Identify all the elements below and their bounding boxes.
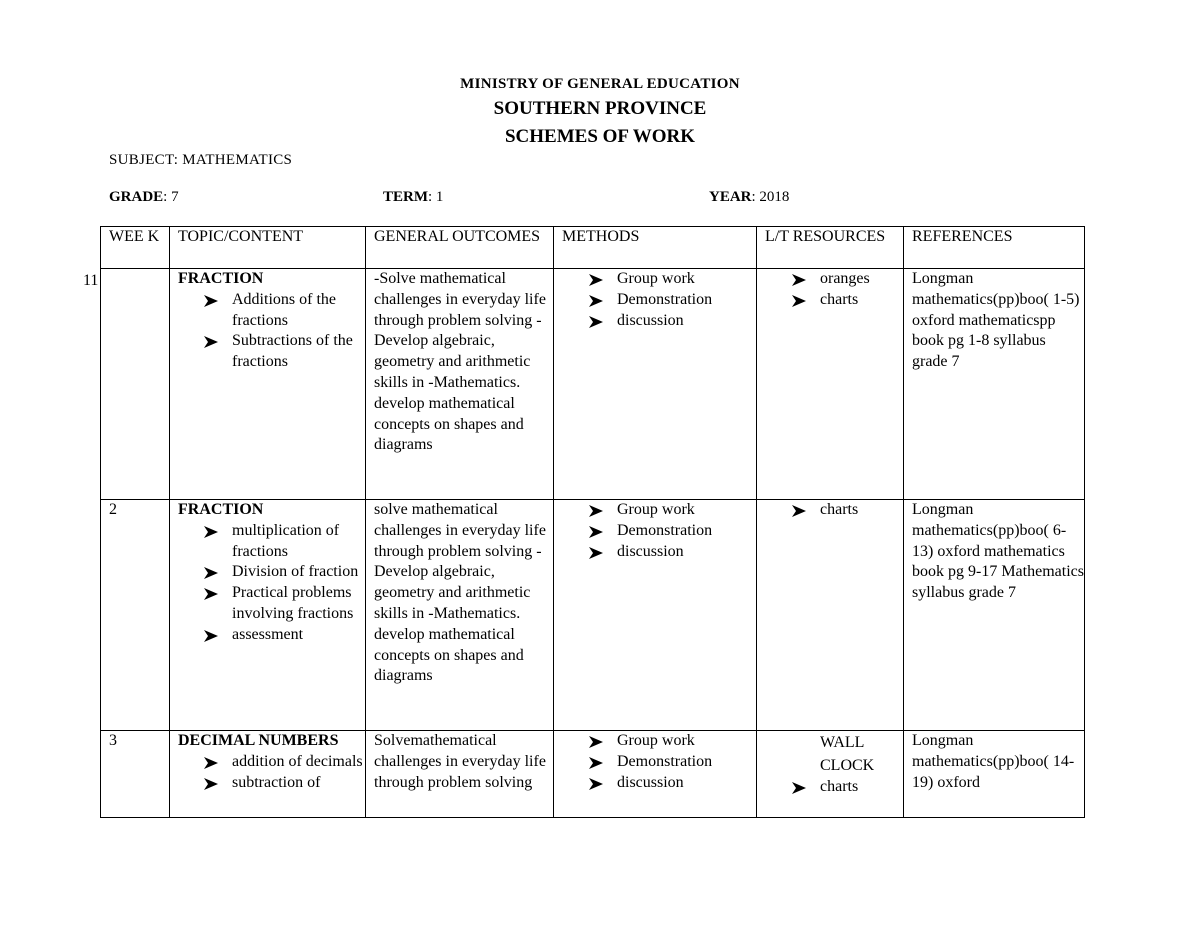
document-title: SCHEMES OF WORK: [504, 126, 696, 147]
grade-value: : 7: [163, 189, 179, 205]
resource-item-text: charts: [820, 290, 859, 308]
resource-item: [792, 777, 903, 798]
table-row: [101, 500, 1085, 731]
topic-cell: [170, 269, 366, 500]
topic-item-list: [178, 290, 365, 373]
arrowhead-bullet-icon: [204, 521, 218, 538]
arrowhead-bullet-icon: [204, 773, 218, 790]
topic-item-text: Subtractions of the fractions: [232, 332, 353, 371]
topic-item: [204, 773, 365, 794]
method-item: [589, 290, 756, 311]
method-item-list: [562, 500, 756, 562]
year-label: YEAR: [709, 189, 752, 205]
methods-cell: [554, 731, 757, 818]
week-cell: 2: [101, 500, 170, 731]
topic-item: [204, 290, 365, 332]
resource-wall-clock: WALL CLOCK: [820, 734, 875, 774]
resources-cell: [757, 500, 904, 731]
arrowhead-bullet-icon: [204, 331, 218, 348]
arrowhead-bullet-icon: [204, 290, 218, 307]
resources-cell: [757, 731, 904, 818]
arrowhead-bullet-icon: [589, 290, 603, 307]
topic-item: [204, 331, 365, 373]
arrowhead-bullet-icon: [589, 731, 603, 748]
resource-item-list: [765, 500, 903, 521]
resource-item-text: oranges: [820, 270, 870, 287]
header-methods: METHODS: [554, 227, 757, 269]
term-line: [383, 189, 443, 206]
method-item-text: discussion: [617, 773, 684, 791]
arrowhead-bullet-icon: [589, 311, 603, 328]
term-label: TERM: [383, 189, 428, 205]
arrowhead-bullet-icon: [589, 521, 603, 538]
ministry-heading: MINISTRY OF GENERAL EDUCATION: [460, 76, 740, 92]
resource-item-text: charts: [820, 501, 859, 518]
year-line: [709, 189, 789, 206]
table-header-row: [101, 227, 1085, 269]
method-item-text: Group work: [617, 732, 695, 749]
method-item: [589, 311, 756, 332]
method-item: [589, 269, 756, 290]
header-references: REFERENCES: [904, 227, 1085, 269]
margin-number: 11: [83, 272, 99, 289]
arrowhead-bullet-icon: [589, 500, 603, 517]
outcomes-cell: solve mathematical challenges in everyday life through problem solving -Develop algebraic, geometry and arithmetic skills in -Mathematics. develop mathematical concepts on shapes and diagrams: [366, 500, 554, 731]
topic-item-list: [178, 752, 365, 794]
topic-title: FRACTION: [178, 501, 264, 518]
grade-line: [109, 189, 179, 206]
resource-item-list: [765, 269, 903, 311]
arrowhead-bullet-icon: [792, 777, 806, 794]
topic-item-text: multiplication of fractions: [232, 521, 340, 560]
arrowhead-bullet-icon: [589, 773, 603, 790]
arrowhead-bullet-icon: [589, 542, 603, 559]
method-item-text: Group work: [617, 270, 695, 287]
term-value: : 1: [428, 189, 444, 205]
arrowhead-bullet-icon: [589, 752, 603, 769]
topic-title: DECIMAL NUMBERS: [178, 732, 339, 749]
references-cell: Longman mathematics(pp)boo( 6-13) oxford mathematics book pg 9-17 Mathematics syllabus grade 7: [904, 500, 1085, 731]
method-item: [589, 752, 756, 773]
method-item-list: [562, 269, 756, 331]
methods-cell: [554, 500, 757, 731]
method-item: [589, 731, 756, 752]
resource-item: [792, 290, 903, 311]
header-resources: L/T RESOURCES: [757, 227, 904, 269]
topic-item-text: Division of fraction: [232, 563, 359, 581]
method-item-text: Group work: [617, 501, 695, 518]
header-week: WEE K: [101, 227, 170, 269]
header-topic: TOPIC/CONTENT: [170, 227, 366, 269]
arrowhead-bullet-icon: [792, 290, 806, 307]
method-item-text: discussion: [617, 542, 684, 560]
week-cell: 3: [101, 731, 170, 818]
topic-item-text: addition of decimals: [232, 752, 363, 770]
topic-item-text: assessment: [232, 625, 304, 643]
method-item: [589, 542, 756, 563]
method-item: [589, 500, 756, 521]
grade-label: GRADE: [109, 189, 164, 205]
topic-item: [204, 562, 365, 583]
method-item-list: [562, 731, 756, 793]
topic-item: [204, 521, 365, 563]
arrowhead-bullet-icon: [792, 269, 806, 286]
table-row: [101, 269, 1085, 500]
arrowhead-bullet-icon: [204, 583, 218, 600]
outcomes-cell: -Solve mathematical challenges in everyday life through problem solving -Develop algebraic, geometry and arithmetic skills in -Mathematics. develop mathematical concepts on shapes and diagrams: [366, 269, 554, 500]
resources-cell: [757, 269, 904, 500]
method-item-text: Demonstration: [617, 290, 713, 308]
method-item-text: discussion: [617, 311, 684, 329]
table-row: [101, 731, 1085, 818]
methods-cell: [554, 269, 757, 500]
topic-item: [204, 752, 365, 773]
week-cell: [101, 269, 170, 500]
topic-title: FRACTION: [178, 270, 264, 287]
method-item-text: Demonstration: [617, 752, 713, 770]
resource-item-text: charts: [820, 778, 859, 795]
topic-item-text: Additions of the fractions: [232, 290, 336, 329]
topic-item-text: Practical problems involving fractions: [232, 584, 354, 622]
topic-item-text: subtraction of: [232, 773, 321, 791]
arrowhead-bullet-icon: [204, 625, 218, 642]
subject-line: SUBJECT: MATHEMATICS: [109, 152, 293, 168]
year-value: : 2018: [751, 189, 790, 205]
arrowhead-bullet-icon: [792, 500, 806, 517]
resource-item: [792, 269, 903, 290]
method-item: [589, 773, 756, 794]
method-item: [589, 521, 756, 542]
resource-item: [792, 500, 903, 521]
topic-cell: [170, 731, 366, 818]
references-cell: Longman mathematics(pp)boo( 14-19) oxford: [904, 731, 1085, 818]
arrowhead-bullet-icon: [589, 269, 603, 286]
topic-cell: [170, 500, 366, 731]
arrowhead-bullet-icon: [204, 562, 218, 579]
references-cell: Longman mathematics(pp)boo( 1-5) oxford mathematicspp book pg 1-8 syllabus grade 7: [904, 269, 1085, 500]
topic-item: [204, 625, 365, 646]
province-heading: SOUTHERN PROVINCE: [493, 98, 707, 119]
topic-item-list: [178, 521, 365, 646]
topic-item: [204, 583, 365, 625]
scheme-table: [100, 226, 1085, 818]
header-outcomes: GENERAL OUTCOMES: [366, 227, 554, 269]
resource-item-list: [765, 777, 903, 798]
arrowhead-bullet-icon: [204, 752, 218, 769]
outcomes-cell: Solvemathematical challenges in everyday life through problem solving: [366, 731, 554, 818]
method-item-text: Demonstration: [617, 521, 713, 539]
